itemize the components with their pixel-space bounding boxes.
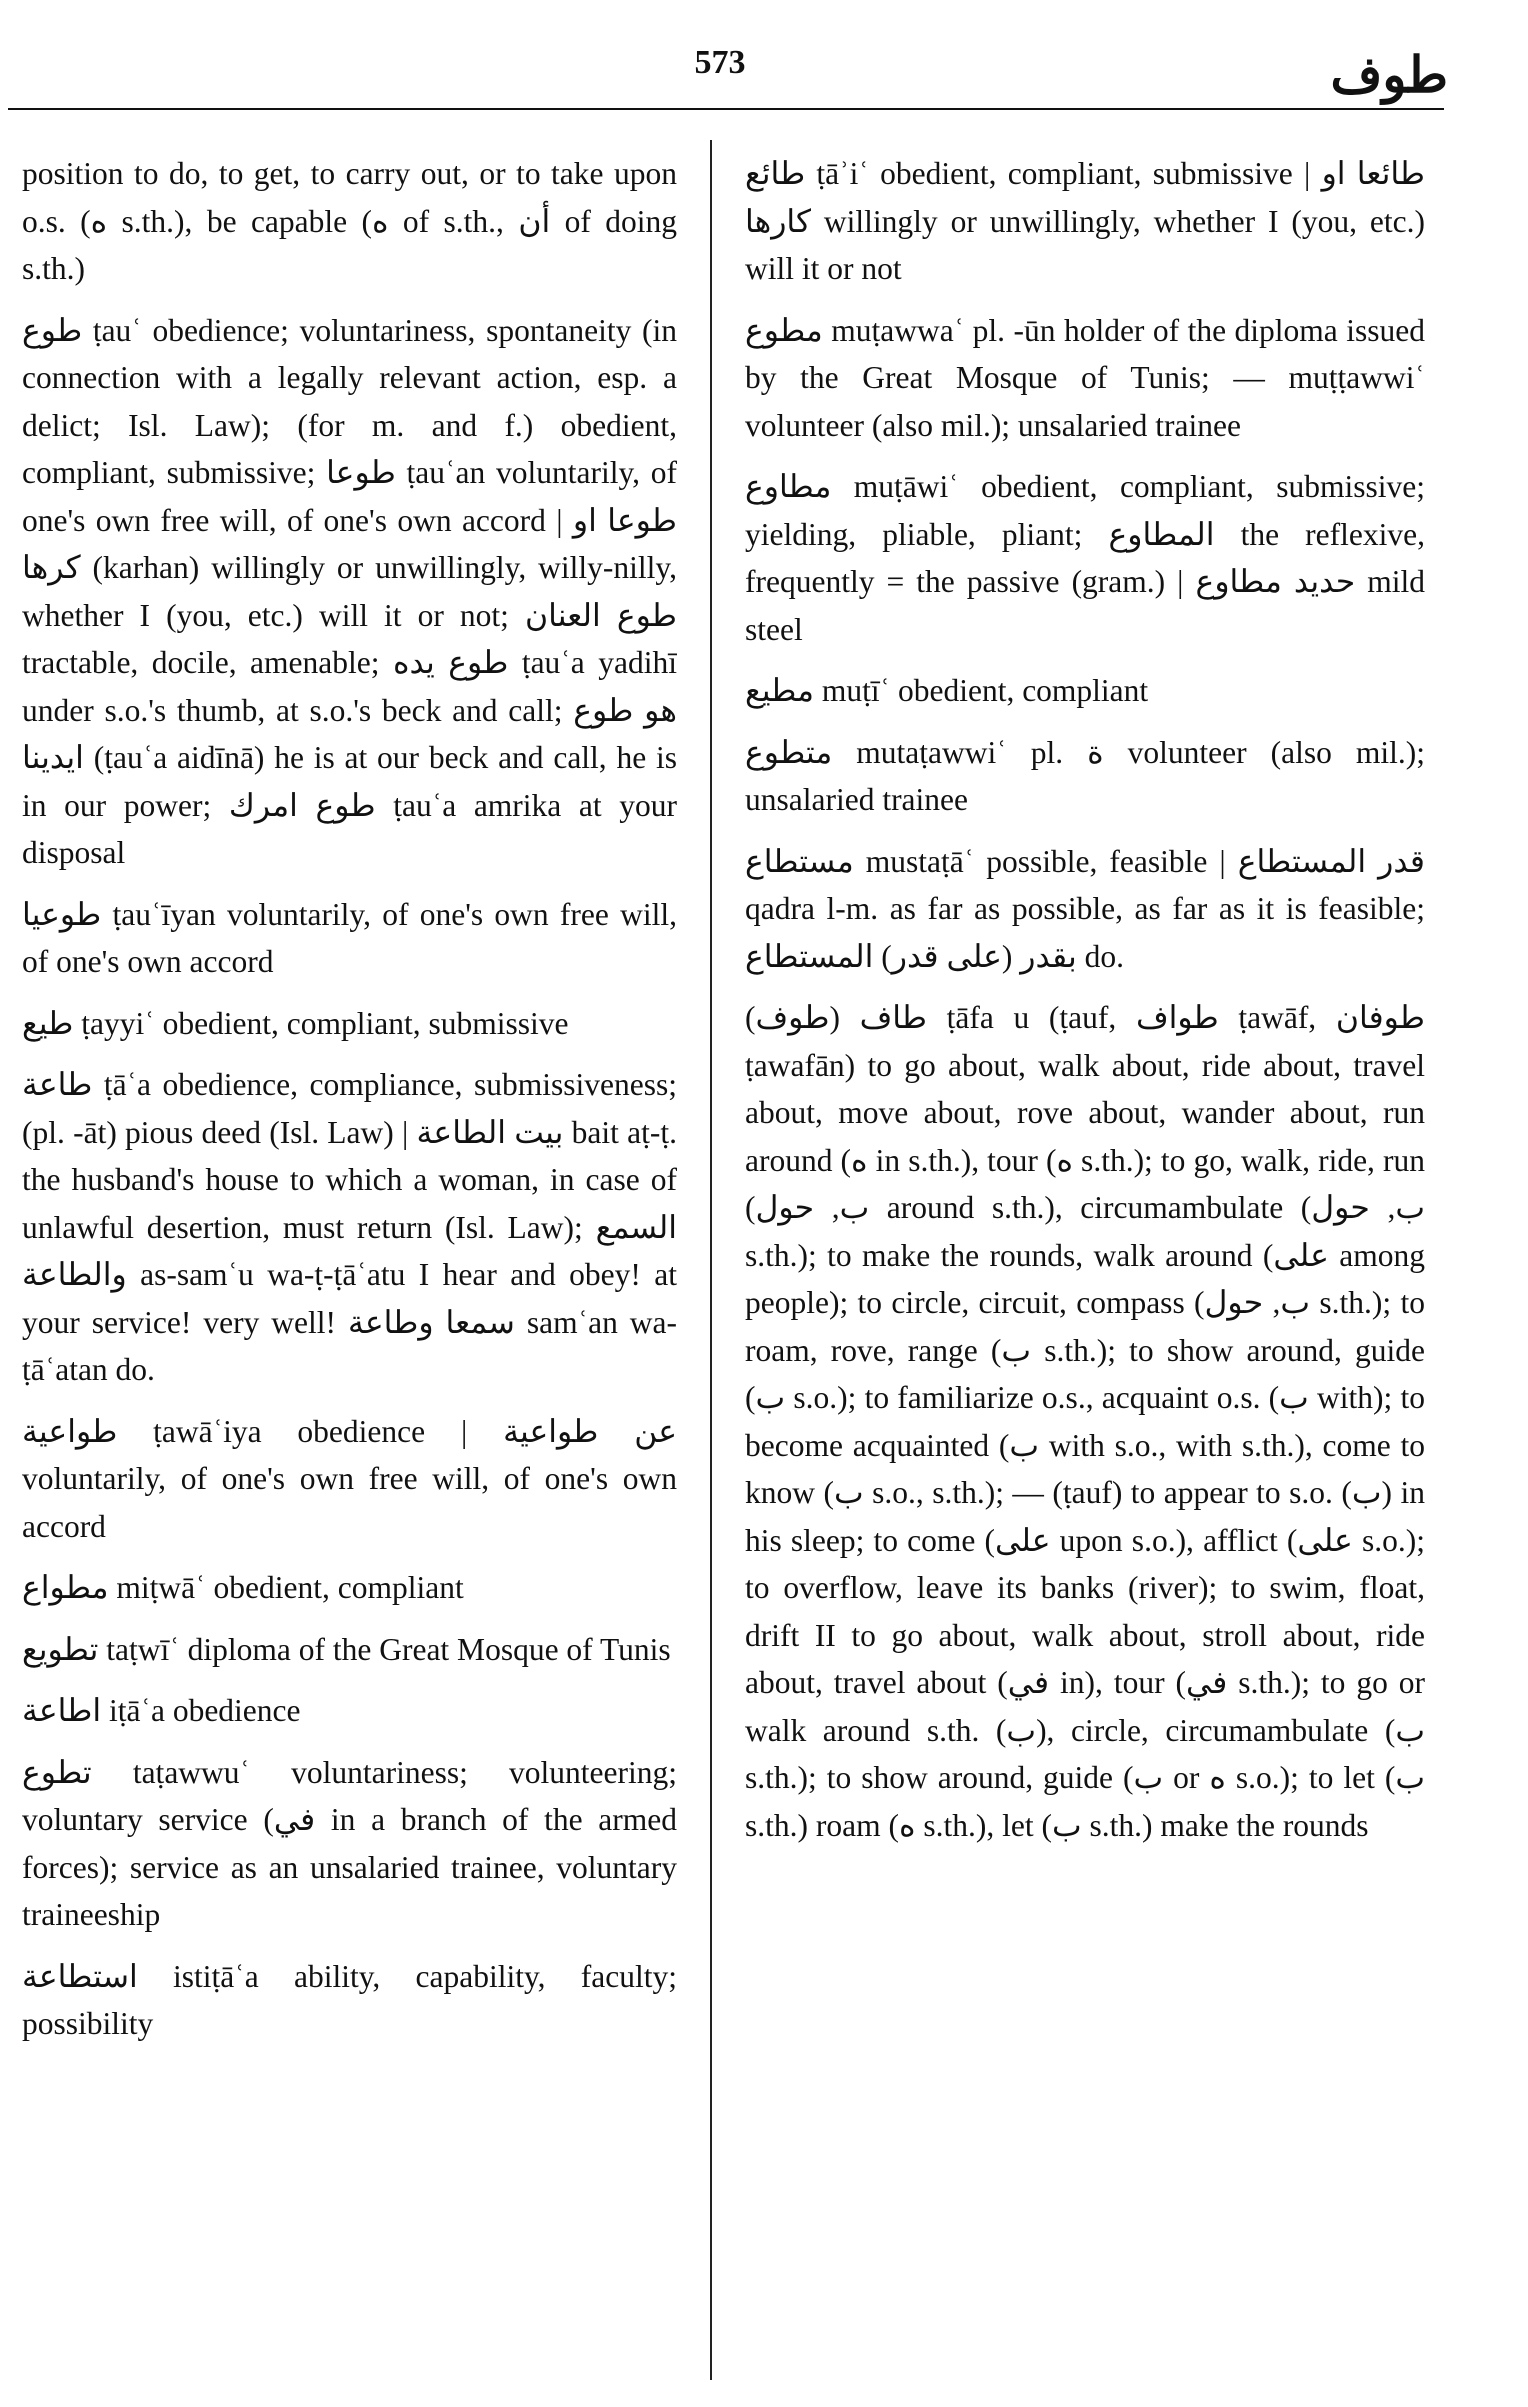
header-rule [8, 108, 1444, 110]
left-column [22, 150, 677, 2390]
dictionary-entry: مطاوع muṭāwiʿ obedient, compliant, submissive; yielding, pliable, pliant; المطاوع the reflexive, frequently = the passive (gram.) | حديد مطاوع mild steel [745, 469, 1425, 647]
page-header [0, 0, 1528, 120]
dictionary-entry: طيع ṭayyiʿ obedient, compliant, submissive [22, 1005, 569, 1041]
dictionary-entry: مطوع muṭawwaʿ pl. -ūn holder of the diploma issued by the Great Mosque of Tunis; — muṭṭawwiʿ volunteer (also mil.); unsalaried trainee [745, 312, 1425, 443]
right-column [745, 150, 1425, 2390]
page-number: 573 [694, 44, 746, 81]
dictionary-entry: طوع ṭauʿ obedience; voluntariness, spontaneity (in connection with a legally relevant action, esp. a delict; Isl. Law); (for m. and f.) obedient, compliant, submissive; طوعا ṭauʿan voluntarily, of one's own free will, of one's own accord | طوعا او كرها (karhan) willingly or unwillingly, willy-nilly, whether I (you, etc.) will it or not; طوع العنان tractable, docile, amenable; طوع يده ṭauʿa yadihī under s.o.'s thumb, at s.o.'s beck and call; هو طوع ايدينا (ṭauʿa aidīnā) he is at our beck and call, he is in our power; طوع امرك ṭauʿa amrika at your disposal [22, 312, 677, 870]
dictionary-entry: طوعيا ṭauʿīyan voluntarily, of one's own free will, of one's own accord [22, 896, 677, 979]
dictionary-entry: مستطاع mustaṭāʿ possible, feasible | قدر المستطاع qadra l-m. as far as possible, as far as it is feasible; بقدر (على قدر) المستطاع do. [745, 843, 1425, 974]
dictionary-entry: طاعة ṭāʿa obedience, compliance, submissiveness; (pl. -āt) pious deed (Isl. Law) | بيت الطاعة bait aṭ-ṭ. the husband's house to which a woman, in case of unlawful desertion, must return (Isl. Law); السمع والطاعة as-samʿu wa-ṭ-ṭāʿatu I hear and obey! at your service! very well! سمعا وطاعة samʿan wa-ṭāʿatan do. [22, 1067, 677, 1387]
dictionary-entry: تطوع taṭawwuʿ voluntariness; volunteering; voluntary service (في in a branch of the armed forces); service as an unsalaried trainee, voluntary traineeship [22, 1754, 677, 1932]
running-head: طوف [1330, 47, 1448, 103]
dictionary-entry: طاف (طوف) ṭāfa u (ṭauf, طواف ṭawāf, طوفان ṭawafān) to go about, walk about, ride about, travel about, move about, rove about, wander about, run around (ه in s.th.), tour (ه s.th.); to go, walk, ride, run (ب, حول around s.th.), circumambulate (ب, حول s.th.); to make the rounds, walk around (على among people); to circle, circuit, compass (ب, حول s.th.); to roam, rove, range (ب s.th.); to show around, guide (ب s.o.); to familiarize o.s., acquaint o.s. (ب with); to become acquainted (ب with s.o., with s.th.), come to know (ب s.o., s.th.); — (ṭauf) to appear to s.o. (ب) in his sleep; to come (على upon s.o.), afflict (على s.o.); to overflow, leave its banks (river); to swim, float, drift II to go about, walk about, stroll about, ride about, travel about (في in), tour (في s.th.); to go or walk around s.th. (ب), circle, circumambulate (ب s.th.); to show around, guide (ب or ه s.o.); to let (ب s.th.) roam (ه s.th.), let (ب s.th.) make the rounds [745, 1000, 1425, 1843]
dictionary-entry: مطواع miṭwāʿ obedient, compliant [22, 1570, 464, 1605]
dictionary-entry: متطوع mutaṭawwiʿ pl. ة volunteer (also mil.); unsalaried trainee [745, 734, 1425, 817]
dictionary-entry: طائع ṭāʾiʿ obedient, compliant, submissive | طائعا او كارها willingly or unwillingly, whether I (you, etc.) will it or not [745, 156, 1425, 286]
dictionary-entry: position to do, to get, to carry out, or to take upon o.s. (ه s.th.), be capable (ه of s.th., أن of doing s.th.) [22, 156, 677, 286]
column-divider [710, 140, 712, 2380]
dictionary-entry: استطاعة istiṭāʿa ability, capability, faculty; possibility [22, 1958, 677, 2041]
dictionary-entry: اطاعة iṭāʿa obedience [22, 1693, 301, 1728]
dictionary-entry: مطيع muṭīʿ obedient, compliant [745, 673, 1149, 708]
dictionary-entry: طواعية ṭawāʿiya obedience | عن طواعية voluntarily, of one's own free will, of one's own accord [22, 1413, 677, 1544]
dictionary-entry: تطويع taṭwīʿ diploma of the Great Mosque of Tunis [22, 1631, 671, 1667]
